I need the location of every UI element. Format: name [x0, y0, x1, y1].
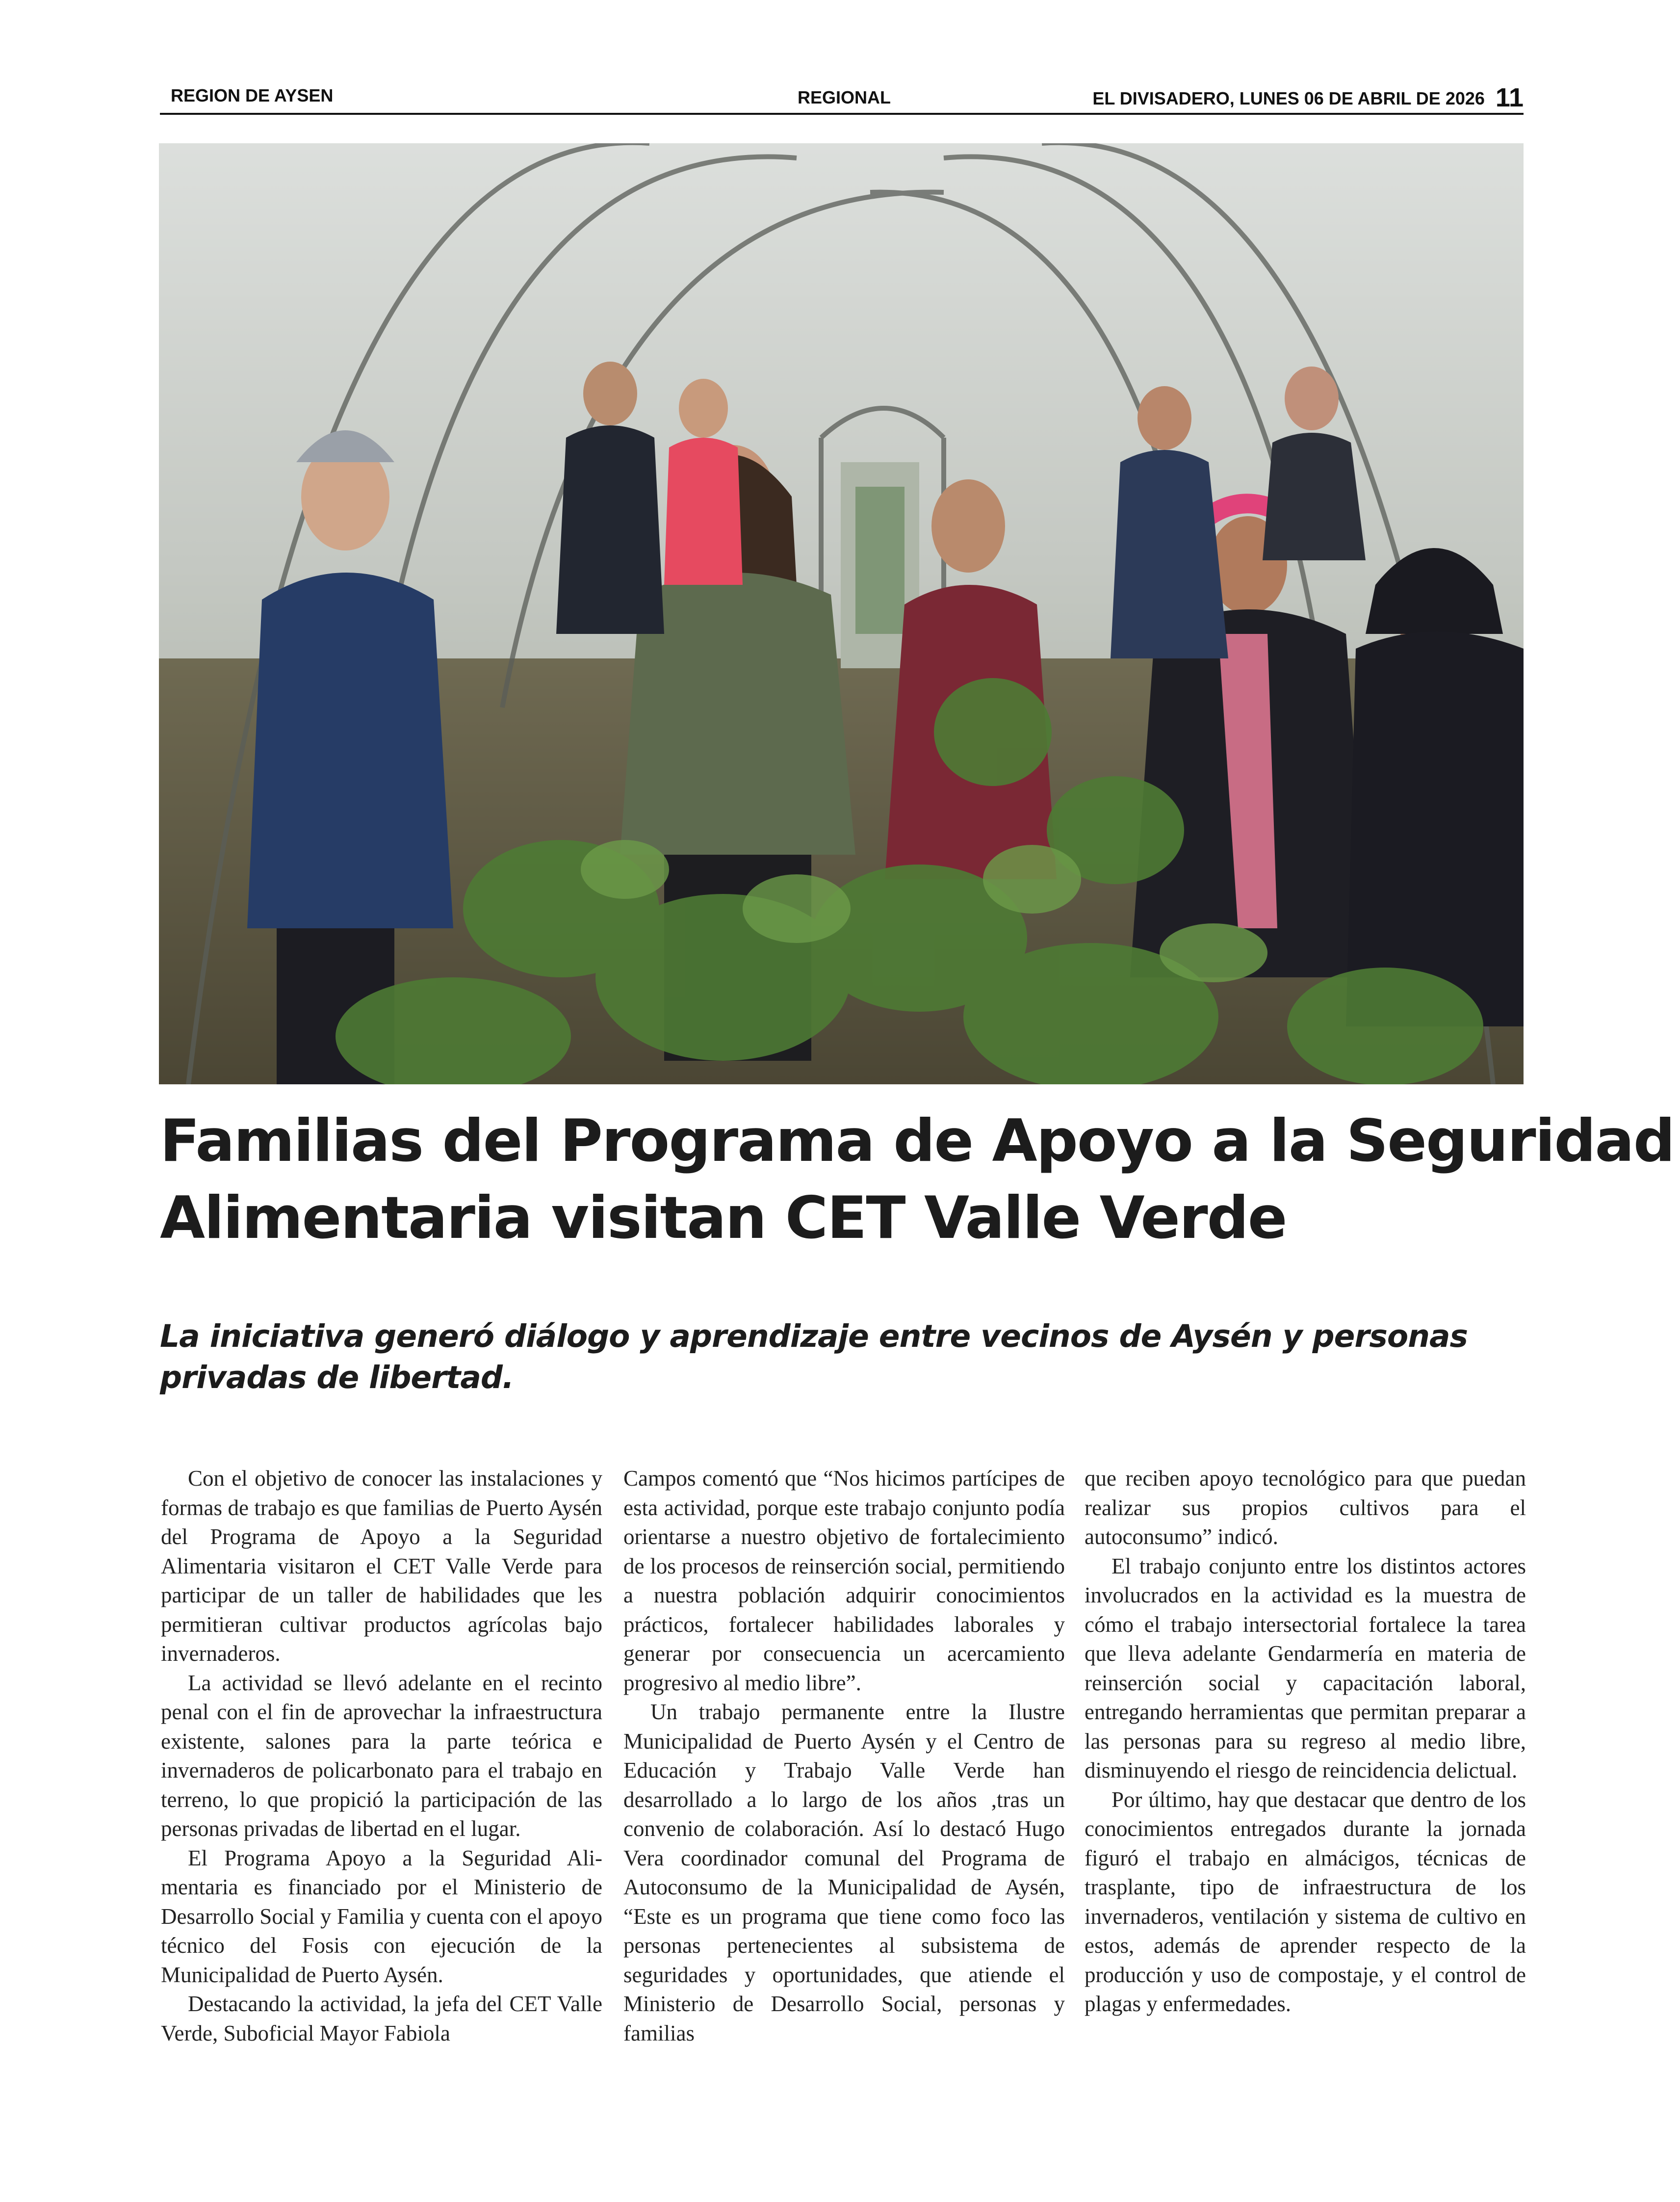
article-subhead — [160, 1316, 1524, 1398]
paragraph: Destacando la actividad, la jefa del CET Valle Verde, Suboficial Mayor Fabiola — [161, 1992, 602, 2045]
greenhouse-visit-photo — [159, 143, 1524, 1084]
page-number: 11 — [1495, 83, 1524, 112]
dateline — [1092, 82, 1524, 113]
article-headline — [160, 1103, 1675, 1257]
paragraph: que reciben apoyo tecnológico para que puedan realizar sus propios cultivos para el autoconsumo” indicó. — [1085, 1466, 1526, 1549]
header-rule — [160, 113, 1524, 115]
paragraph: El trabajo conjunto entre los distintos actores involucrados en la actividad es la muestra de cómo el trabajo intersectorial fortalece la tarea que lleva adelante Gendarmería en materia de reinserción social y capacitación laboral, entregando herramientas que permitan preparar a las personas para su regreso al medio libre, disminuyendo el riesgo de reincidencia delictual. — [1085, 1553, 1526, 1783]
headline-line-1: Familias del Programa de Apoyo a la Seguridad — [160, 1107, 1675, 1175]
headline-line-2: Alimentaria visitan CET Valle Verde — [160, 1184, 1287, 1252]
paragraph: Por último, hay que destacar que dentro de los conocimientos entregados durante la jornada figuró el trabajo en almácigos, técnicas de trasplante, tipo de infraestructura de los invernaderos, ventilación y sistema de cultivo en estos, además de aprender respecto de la producción y uso de compostaje, y el control de plagas y enfermedades. — [1085, 1787, 1526, 2016]
subhead-line-1: La iniciativa generó diálogo y aprendizaje entre vecinos de Aysén y personas — [160, 1318, 1468, 1354]
paragraph: La actividad se llevó adelante en el recinto penal con el fin de aprovechar la infraestructura existente, salones para la parte teórica e invernaderos de policarbonato para el trabajo en terreno, lo que propició la participación de las personas privadas de libertad en el lugar. — [161, 1670, 602, 1841]
section-category: REGIONAL — [798, 87, 891, 107]
subhead-line-2: privadas de libertad. — [160, 1360, 514, 1395]
body-column-3 — [1085, 1464, 1526, 2019]
body-column-2 — [623, 1464, 1065, 2048]
section-name: REGION DE AYSEN — [171, 85, 334, 105]
paragraph: Un trabajo permanente entre la Ilustre Municipalidad de Puerto Aysén y el Centro de Educación y Trabajo Valle Verde han desarrollado a lo largo de los años ,tras un convenio de colaboración. Así lo destacó Hugo Vera coordinador comunal del Programa de Autoconsumo de la Municipalidad de Aysén, “Este es un programa que tiene como foco las personas pertenecientes al subsistema de seguridades y oportunidades, que atiende el Ministerio de Desarrollo Social, personas y familias — [623, 1700, 1065, 2045]
paragraph: El Programa Apoyo a la Seguridad Alimentaria es financiado por el Ministerio de Desarrollo Social y Familia y cuenta con el apoyo técnico del Fosis con ejecución de la Municipalidad de Puerto Aysén. — [161, 1845, 602, 1987]
paragraph: Con el objetivo de conocer las instalaciones y formas de trabajo es que familias de Puerto Aysén del Programa de Apoyo a la Seguridad Alimentaria visitaron el CET Valle Verde para participar de un taller de habilidades que les permitieran cultivar productos agrícolas bajo invernaderos. — [161, 1466, 602, 1666]
body-column-1 — [161, 1464, 602, 2048]
photo-illustration — [159, 143, 1524, 1084]
paragraph: Campos comentó que “Nos hicimos partícipes de esta actividad, porque este trabajo conjunto podía orientarse a nuestro objetivo de fortalecimiento de los procesos de reinserción social, permitiendo a nuestra población adquirir conocimientos prácticos, fortalecer habilidades laborales y generar por consecuencia un acercamiento progresivo al medio libre”. — [623, 1466, 1065, 1695]
dateline-text: EL DIVISADERO, LUNES 06 DE ABRIL DE 2026 — [1092, 88, 1485, 108]
masthead — [160, 82, 1524, 114]
